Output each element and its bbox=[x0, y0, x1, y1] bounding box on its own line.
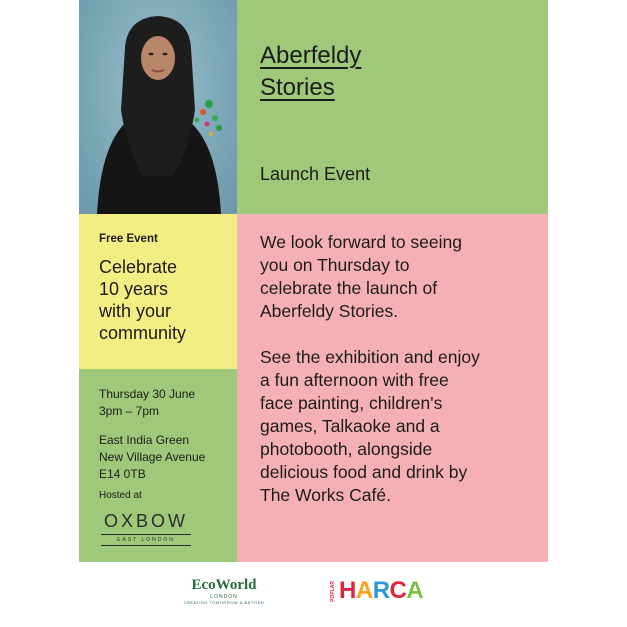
description-panel bbox=[237, 214, 548, 562]
paragraph-line: Aberfeldy Stories. bbox=[260, 301, 399, 321]
paragraph-line: celebrate the launch of bbox=[260, 278, 438, 298]
event-time: 3pm – 7pm bbox=[99, 404, 160, 418]
oxbow-logo-rule bbox=[101, 534, 191, 535]
paragraph-line: delicious food and drink by bbox=[260, 462, 468, 482]
oxbow-logo-rule bbox=[101, 545, 191, 546]
paragraph-line: We look forward to seeing bbox=[260, 232, 463, 252]
event-title-line: Aberfeldy bbox=[260, 42, 362, 69]
paragraph-line: face painting, children's bbox=[260, 393, 443, 413]
headline-line: with your bbox=[99, 301, 172, 321]
paragraph-line: games, Talkaoke and a bbox=[260, 416, 440, 436]
activities-paragraph bbox=[260, 346, 540, 507]
address-line: East India Green bbox=[99, 433, 190, 447]
free-event-panel bbox=[79, 214, 237, 369]
ecoworld-logo-tagline: CREATING TOMORROW & BEYOND bbox=[183, 600, 265, 605]
event-subtitle: Launch Event bbox=[260, 164, 371, 184]
poplar-logo-prefix: POPLAR bbox=[330, 580, 336, 602]
event-date-time bbox=[99, 386, 195, 420]
oxbow-logo bbox=[101, 511, 191, 548]
headline-line: community bbox=[99, 323, 187, 343]
event-poster bbox=[79, 0, 548, 562]
harca-logo-word bbox=[339, 577, 423, 605]
event-details-panel bbox=[79, 369, 237, 562]
ecoworld-logo bbox=[182, 577, 266, 605]
harca-letter: H bbox=[339, 577, 356, 604]
harca-letter: A bbox=[355, 577, 373, 604]
headline-line: 10 years bbox=[99, 279, 169, 299]
free-event-label: Free Event bbox=[99, 233, 158, 245]
harca-letter: C bbox=[389, 577, 407, 604]
paragraph-line: you on Thursday to bbox=[260, 255, 410, 275]
invitation-paragraph bbox=[260, 231, 540, 323]
headline-line: Celebrate bbox=[99, 257, 178, 277]
oxbow-logo-word: OXBOW bbox=[103, 511, 188, 531]
address-line: New Village Avenue bbox=[99, 450, 206, 464]
paragraph-line: See the exhibition and enjoy bbox=[260, 347, 480, 367]
oxbow-logo-sub: EAST LONDON bbox=[117, 537, 175, 543]
portrait-illustration bbox=[79, 0, 237, 214]
paragraph-line: a fun afternoon with free bbox=[260, 370, 449, 390]
harca-letter: R bbox=[372, 577, 390, 604]
event-address bbox=[99, 432, 205, 483]
poplar-harca-logo bbox=[330, 576, 423, 606]
ecoworld-logo-word: EcoWorld bbox=[191, 577, 257, 593]
event-title bbox=[260, 40, 361, 104]
title-panel bbox=[237, 0, 548, 214]
hosted-at-label: Hosted at bbox=[99, 490, 142, 501]
celebrate-headline bbox=[99, 256, 186, 344]
event-title-line: Stories bbox=[260, 74, 335, 101]
harca-letter: A bbox=[406, 577, 424, 604]
ecoworld-logo-city: LONDON bbox=[210, 594, 238, 600]
event-date: Thursday 30 June bbox=[99, 387, 196, 401]
paragraph-line: The Works Café. bbox=[260, 485, 391, 505]
portrait-photo bbox=[79, 0, 237, 214]
paragraph-line: photobooth, alongside bbox=[260, 439, 433, 459]
address-line: E14 0TB bbox=[99, 467, 146, 481]
